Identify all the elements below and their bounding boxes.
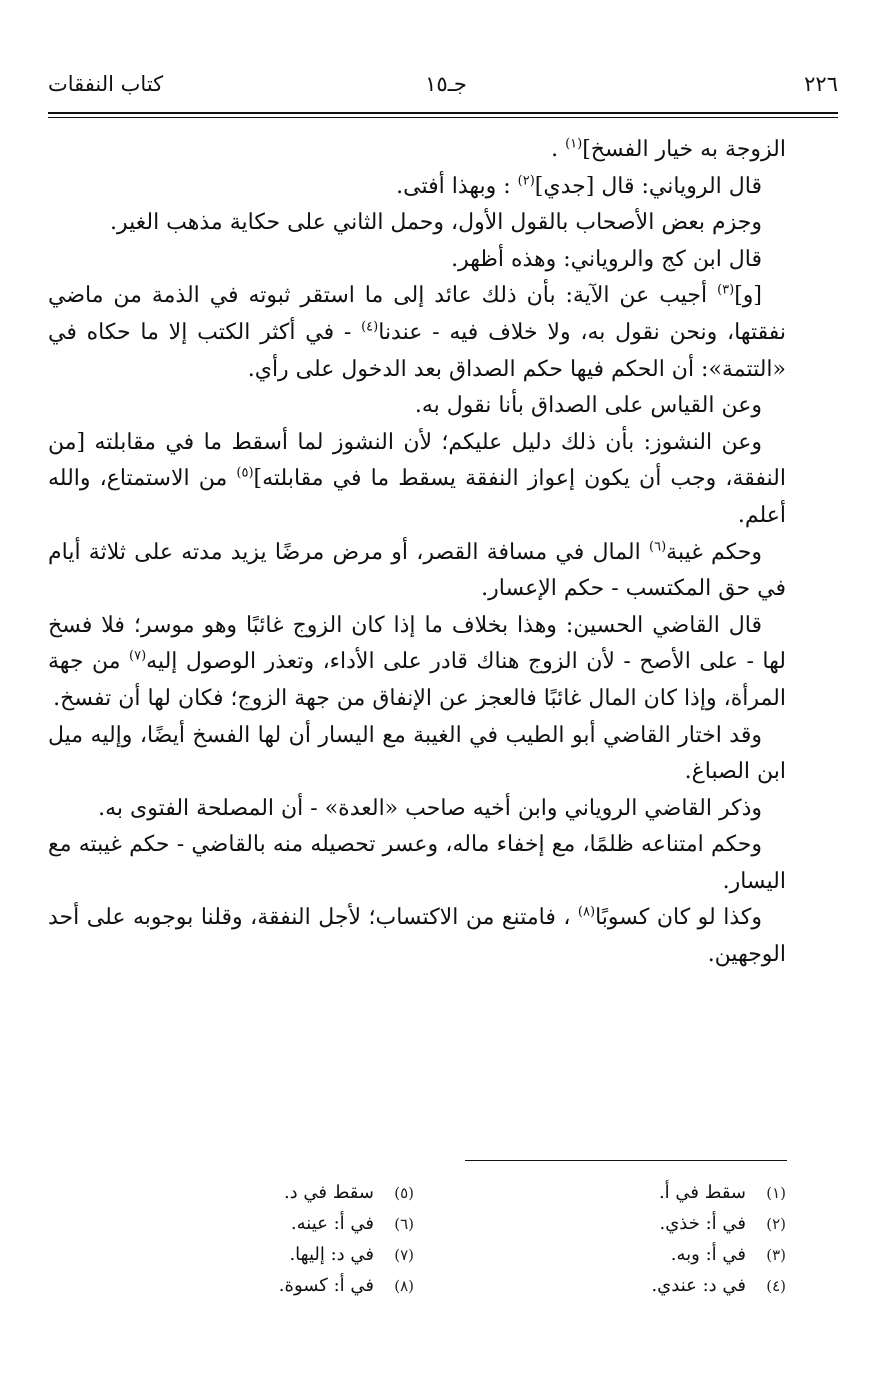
running-header — [48, 66, 838, 106]
paragraph-text: وكذا لو كان كسوبًا — [595, 905, 762, 931]
paragraph — [48, 425, 786, 535]
paragraph-text: قال القاضي الحسين: وهذا بخلاف ما إذا كان الزوج غائبًا وهو موسر؛ فلا فسخ لها - على الأصح - لأن الزوج هناك قادر على الأداء، وتعذر الوصول إليه — [48, 612, 786, 675]
paragraph-text: وذكر القاضي الروياني وابن أخيه صاحب «العدة» - أن المصلحة الفتوى به. — [98, 795, 762, 821]
paragraph — [48, 242, 786, 279]
footnote-marker[interactable]: (٥) — [236, 466, 254, 482]
paragraph-text: : وبهذا أفتى. — [396, 173, 518, 199]
footnote-text: في د: إليها. — [289, 1244, 374, 1265]
paragraph-text: الزوجة به خيار الفسخ] — [582, 137, 786, 162]
paragraph-text: قال الروياني: قال [جدي] — [534, 173, 762, 199]
paragraph-text: وحكم غيبة — [666, 539, 762, 565]
paragraph — [48, 388, 786, 425]
footnote-text: في د: عندي. — [651, 1275, 746, 1296]
body-text — [48, 132, 786, 974]
footnote-column-right — [486, 1177, 786, 1301]
paragraph — [48, 535, 786, 608]
footnote — [486, 1177, 786, 1208]
footnote — [486, 1270, 786, 1301]
paragraph — [48, 791, 786, 828]
paragraph — [48, 132, 786, 169]
footnote-marker[interactable]: (٢) — [517, 173, 535, 189]
footnote-text: في أ: خذي. — [659, 1213, 746, 1234]
book-title: كتاب النفقات — [48, 72, 164, 96]
footnote-text: سقط في د. — [283, 1182, 374, 1203]
footnote — [114, 1208, 414, 1239]
paragraph-text: وجزم بعض الأصحاب بالقول الأول، وحمل الثاني على حكاية مذهب الغير. — [109, 210, 762, 236]
footnote-number: (٨) — [394, 1277, 414, 1295]
paragraph-text: . — [551, 137, 566, 162]
footnote-number: (٧) — [394, 1246, 414, 1264]
paragraph-text: ، فامتنع من الاكتساب؛ لأجل النفقة، وقلنا بوجوبه على أحد الوجهين. — [48, 905, 786, 968]
footnote-number: (١) — [766, 1184, 786, 1202]
footnote-number: (٦) — [394, 1215, 414, 1233]
paragraph — [48, 900, 786, 973]
paragraph-text: - في أكثر الكتب إلا ما حكاه في «التتمة»: أن الحكم فيها حكم الصداق بعد الدخول على رأي. — [48, 319, 786, 382]
paragraph — [48, 718, 786, 791]
footnote-separator — [465, 1160, 787, 1161]
footnote-text: في أ: وبه. — [670, 1244, 746, 1265]
footnote — [114, 1177, 414, 1208]
footnote-number: (٤) — [766, 1277, 786, 1295]
page-number: ٢٢٦ — [804, 72, 838, 96]
footnote-marker[interactable]: (٨) — [577, 905, 596, 921]
footnote — [486, 1239, 786, 1270]
paragraph-text: وعن القياس على الصداق بأنا نقول به. — [414, 393, 762, 419]
paragraph-text: [و] — [734, 283, 762, 309]
footnote — [486, 1208, 786, 1239]
footnote-number: (٥) — [394, 1184, 414, 1202]
paragraph-text: وقد اختار القاضي أبو الطيب في الغيبة مع اليسار أن لها الفسخ أيضًا، وإليه ميل ابن الصباغ. — [48, 722, 786, 785]
footnote-number: (٣) — [766, 1246, 786, 1264]
footnote-marker[interactable]: (٤) — [361, 319, 379, 335]
paragraph-text: المال في مسافة القصر، أو مرض مرضًا يزيد مدته على ثلاثة أيام في حق المكتسب - حكم الإعسار. — [48, 539, 786, 602]
paragraph-text: من الاستمتاع، والله أعلم. — [48, 466, 786, 528]
footnote-marker[interactable]: (٣) — [717, 283, 735, 299]
header-rule-thick — [48, 112, 838, 114]
footnote-text: سقط في أ. — [658, 1182, 746, 1203]
paragraph — [48, 205, 786, 242]
paragraph — [48, 169, 786, 206]
paragraph — [48, 278, 786, 388]
paragraph-text: وحكم امتناعه ظلمًا، مع إخفاء ماله، وعسر تحصيله منه بالقاضي - حكم غيبته مع اليسار. — [48, 832, 786, 894]
footnote-text: في أ: كسوة. — [278, 1275, 374, 1296]
paragraph-text: وعن النشوز: بأن ذلك دليل عليكم؛ لأن النشوز لما أسقط ما في مقابلته [من النفقة، وجب أن يكون إعواز النفقة يسقط ما في مقابلته] — [48, 429, 786, 492]
footnote-column-left — [114, 1177, 414, 1301]
paragraph — [48, 827, 786, 900]
footnote-marker[interactable]: (١) — [565, 136, 583, 152]
paragraph-text: أجيب عن الآية: بأن ذلك عائد إلى ما استقر ثبوته في الذمة من ماضي نفقتها، ونحن نقول به، ولا خلاف فيه - عندنا — [48, 283, 786, 345]
paragraph-text: من جهة المرأة، وإذا كان المال غائبًا فالعجز عن الإنفاق من جهة الزوج؛ فكان لها أن تفسخ. — [48, 649, 786, 711]
footnote-marker[interactable]: (٧) — [129, 648, 147, 664]
volume-label: جـ١٥ — [425, 72, 467, 96]
footnote — [114, 1239, 414, 1270]
paragraph — [48, 608, 786, 718]
header-rule-thin — [48, 117, 838, 118]
footnote-text: في أ: عينه. — [290, 1213, 374, 1234]
footnote — [114, 1270, 414, 1301]
footnote-number: (٢) — [766, 1215, 786, 1233]
paragraph-text: قال ابن كج والروياني: وهذه أظهر. — [451, 246, 762, 272]
footnote-marker[interactable]: (٦) — [649, 539, 667, 555]
